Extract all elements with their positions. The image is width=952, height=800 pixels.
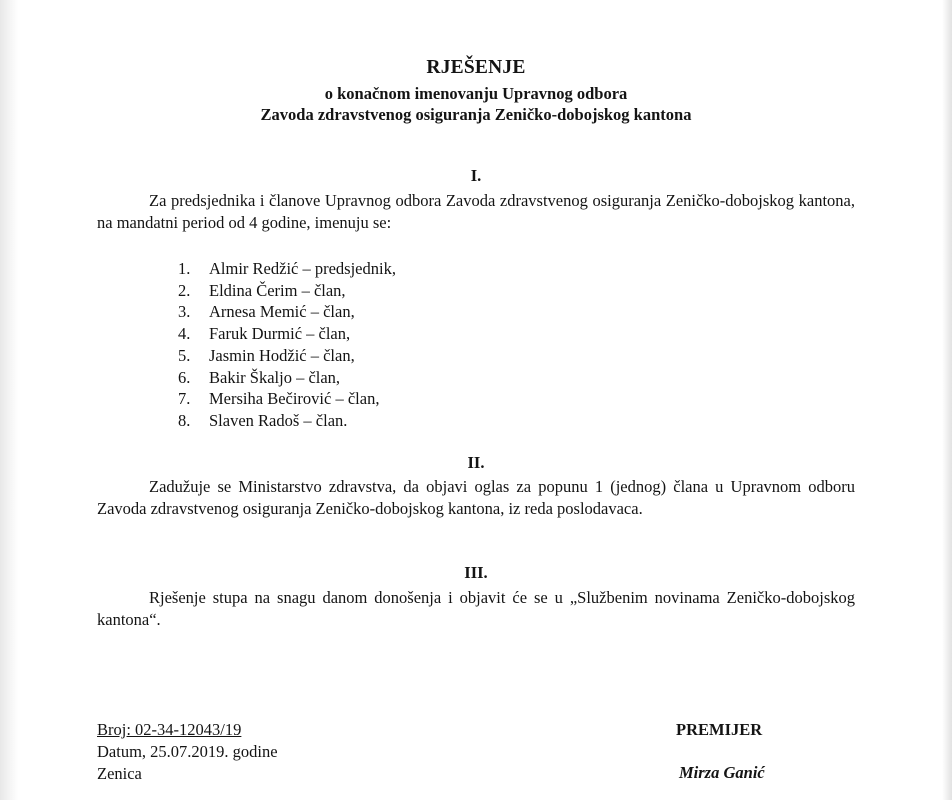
document-subtitle-line2: Zavoda zdravstvenog osiguranja Zeničko-dobojskog kantona <box>260 105 692 124</box>
section-2-text: Zadužuje se Ministarstvo zdravstva, da objavi oglas za popunu 1 (jednog) člana u Upravnom odboru Zavoda zdravstvenog osiguranja Zeničko-dobojskog kantona, iz reda poslodavaca. <box>97 477 855 518</box>
list-item: 7. Mersiha Bečirović – član, <box>178 389 380 409</box>
list-item: 1. Almir Redžić – predsjednik, <box>178 259 396 278</box>
section-2-paragraph <box>97 476 855 520</box>
section-3-number: III. <box>464 563 488 582</box>
section-1-number: I. <box>470 166 482 185</box>
reference-number: Broj: 02-34-12043/19 <box>97 720 242 739</box>
list-item: 5. Jasmin Hodžić – član, <box>178 345 355 365</box>
list-item: 2. Eldina Čerim – član, <box>178 280 346 300</box>
reference-place: Zenica <box>97 764 142 783</box>
signatory-role: PREMIJER <box>676 720 763 739</box>
section-1-text: Za predsjednika i članove Upravnog odbora Zavoda zdravstvenog osiguranja Zeničko-dobojskog kantona, na mandatni period od 4 godine, imenuju se: <box>97 191 855 232</box>
members-list <box>178 258 396 432</box>
footer-reference <box>97 719 278 785</box>
list-item: 4. Faruk Durmić – član, <box>178 324 351 344</box>
document-subtitle-line1: o konačnom imenovanju Upravnog odbora <box>324 84 628 103</box>
document-title: RJEŠENJE <box>426 57 526 78</box>
list-item: 3. Arnesa Memić – član, <box>178 302 355 322</box>
section-2-number: II. <box>467 453 485 472</box>
section-1-paragraph <box>97 190 855 234</box>
reference-date: Datum, 25.07.2019. godine <box>97 742 278 761</box>
section-3-text: Rješenje stupa na snagu danom donošenja i objavit će se u „Službenim novinama Zeničko-dobojskog kantona“. <box>97 588 855 629</box>
list-item: 8. Slaven Radoš – član. <box>178 410 348 430</box>
section-3-paragraph <box>97 587 855 631</box>
signatory-name: Mirza Ganić <box>679 763 765 782</box>
list-item: 6. Bakir Škaljo – član, <box>178 367 341 387</box>
